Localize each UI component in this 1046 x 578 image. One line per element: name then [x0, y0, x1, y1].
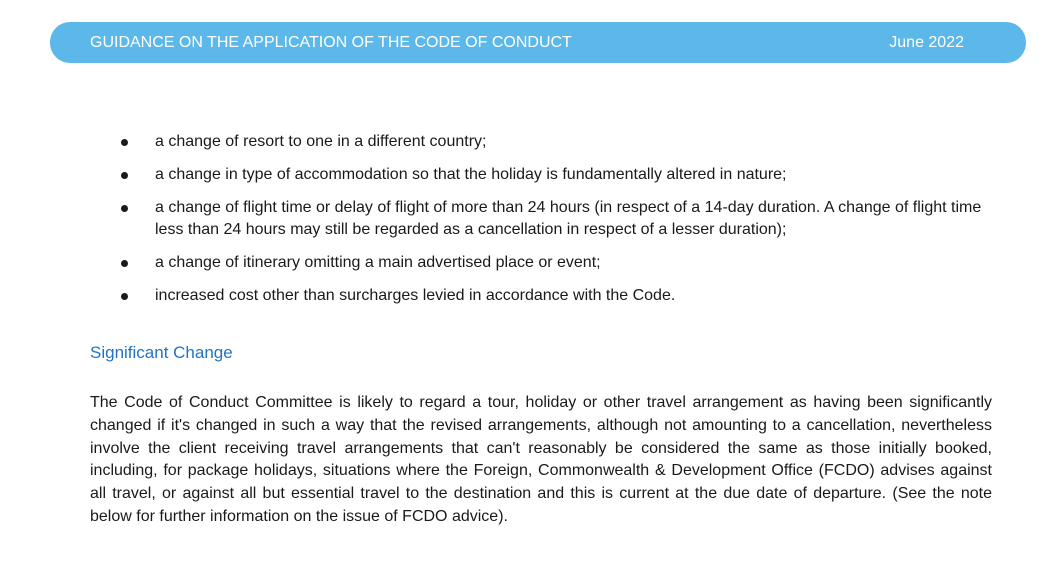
bullet-icon	[121, 139, 128, 146]
list-item-text: a change of itinerary omitting a main advertised place or event;	[155, 254, 601, 271]
list-item	[118, 285, 998, 307]
bullet-icon	[121, 205, 128, 212]
section-heading: Significant Change	[90, 343, 233, 362]
list-item	[118, 131, 998, 153]
bullet-icon	[121, 172, 128, 179]
bullet-icon	[121, 293, 128, 300]
document-title: GUIDANCE ON THE APPLICATION OF THE CODE OF CONDUCT	[90, 33, 572, 51]
list-item	[118, 197, 998, 241]
list-item-text: a change of resort to one in a different country;	[155, 133, 487, 150]
list-item	[118, 252, 998, 274]
list-item-text: increased cost other than surcharges levied in accordance with the Code.	[155, 287, 676, 304]
section-paragraph: The Code of Conduct Committee is likely to regard a tour, holiday or other travel arrangement as having been significantly changed if it's changed in such a way that the revised arrangements, although not amounting to a cancellation, nevertheless involve the client receiving travel arrangements that can't reasonably be considered the same as those initially booked, including, for package holidays, situations where the Foreign, Commonwealth & Development Office (FCDO) advises against all travel, or against all but essential travel to the destination and this is current at the due date of departure. (See the note below for further information on the issue of FCDO advice).	[90, 394, 992, 525]
list-item-text: a change of flight time or delay of flight of more than 24 hours (in respect of a 14-day duration. A change of flight time less than 24 hours may still be regarded as a cancellation in respect of a lesser duration);	[155, 199, 982, 238]
list-item-text: a change in type of accommodation so that the holiday is fundamentally altered in nature;	[155, 166, 787, 183]
list-item	[118, 164, 998, 186]
bullet-list	[118, 131, 998, 318]
document-date: June 2022	[889, 33, 964, 51]
bullet-icon	[121, 260, 128, 267]
page-header-bar	[50, 22, 1026, 63]
